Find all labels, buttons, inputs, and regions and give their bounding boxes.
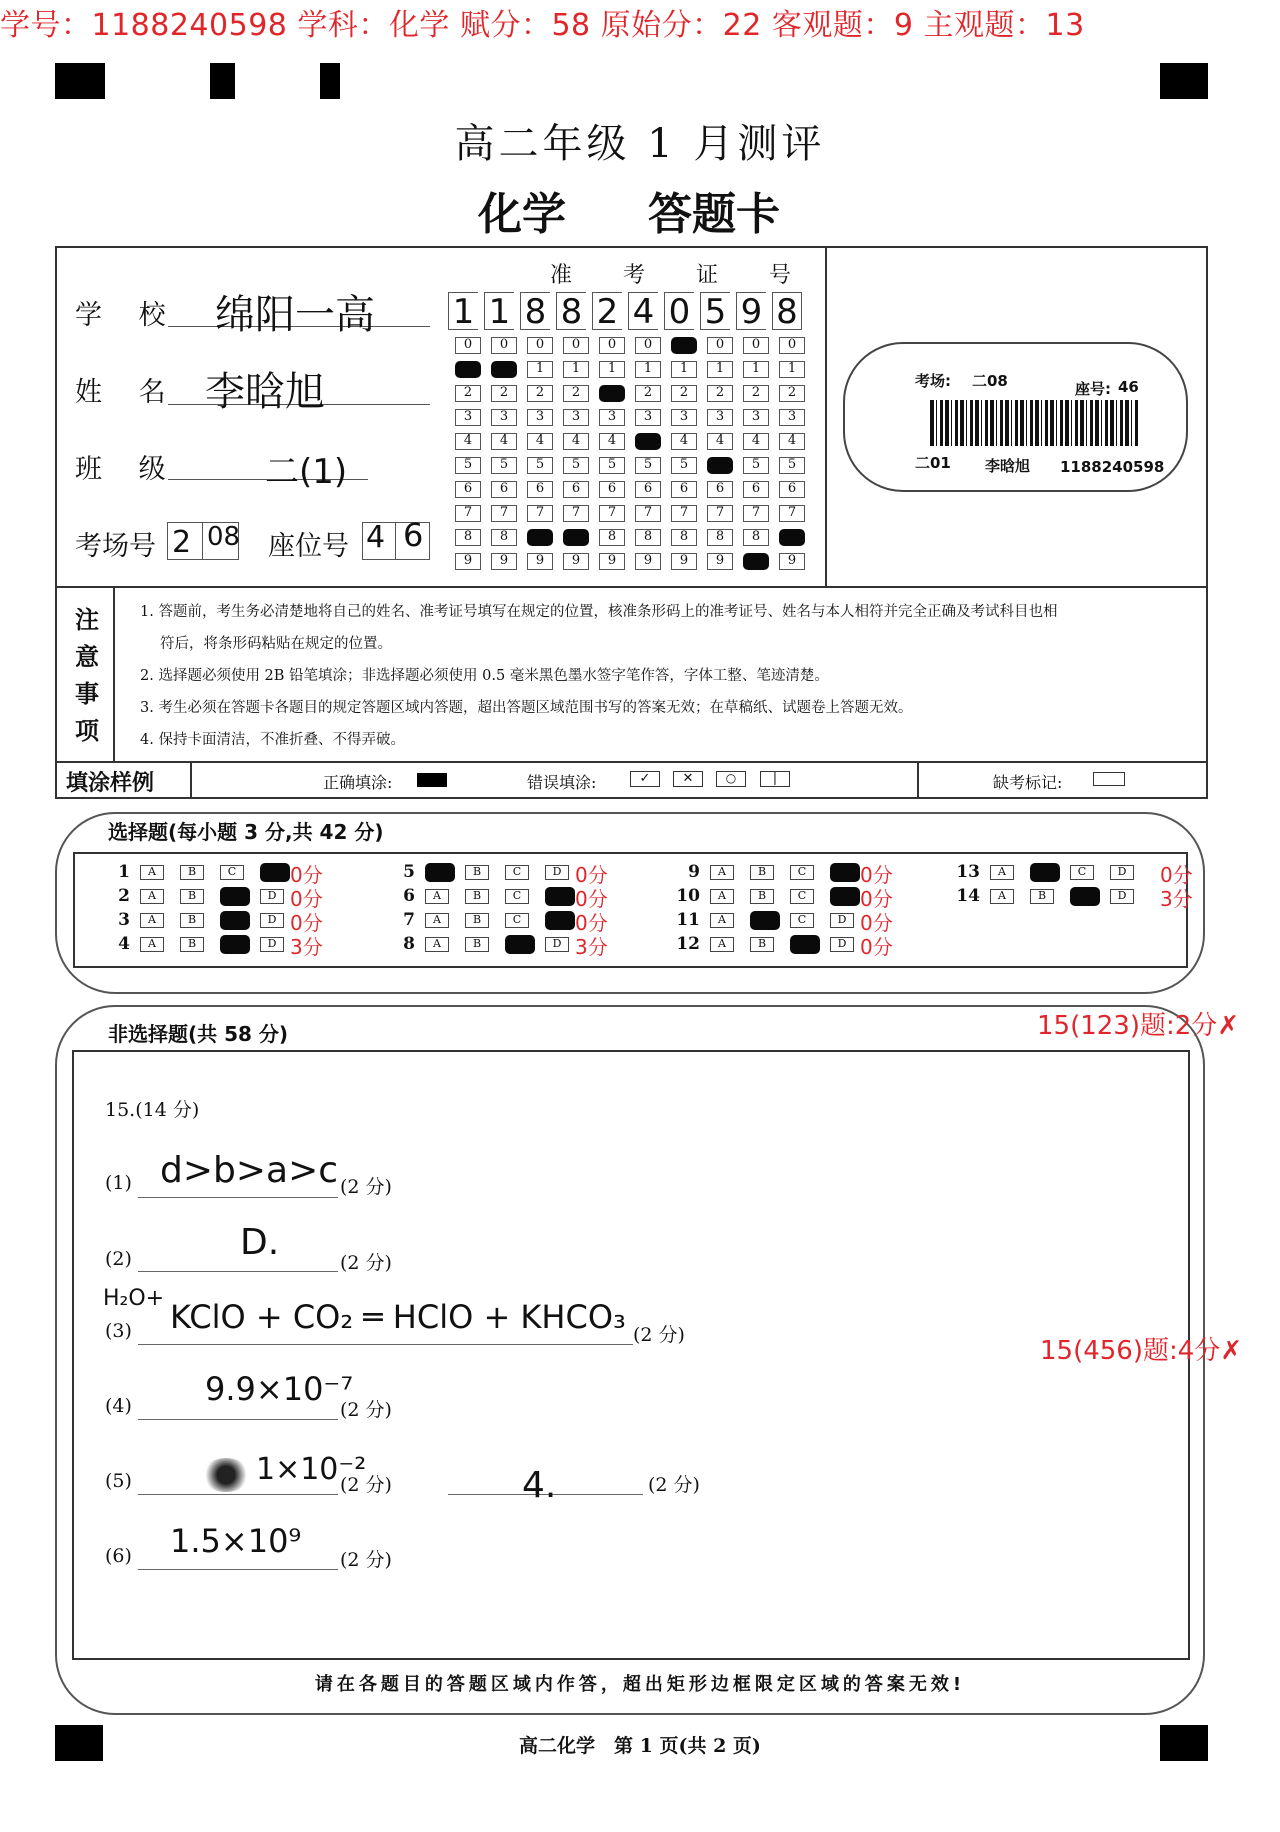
- exam-id-bubble[interactable]: 9: [491, 553, 517, 570]
- mc-option-b[interactable]: B: [180, 865, 204, 880]
- exam-id-bubble[interactable]: 6: [491, 481, 517, 498]
- exam-id-bubble[interactable]: 3: [743, 409, 769, 426]
- cross-mark-icon: ✗: [1217, 1011, 1240, 1041]
- question-15-header: 15.(14 分): [105, 1099, 200, 1121]
- part-label: (3): [105, 1320, 132, 1342]
- mc-option-c[interactable]: C: [505, 913, 529, 928]
- exam-id-bubble[interactable]: 3: [491, 409, 517, 426]
- mc-score: 0分: [575, 911, 608, 935]
- mc-option-a[interactable]: A: [990, 889, 1014, 904]
- exam-id-bubble[interactable]: 9: [455, 553, 481, 570]
- answer-field-2[interactable]: 4.: [522, 1465, 557, 1506]
- exam-id-bubble[interactable]: 2: [671, 385, 697, 402]
- mc-question-number: 6: [403, 886, 415, 906]
- mc-option-c[interactable]: C: [1070, 865, 1094, 880]
- mc-option-b[interactable]: B: [465, 913, 489, 928]
- exam-id-bubble[interactable]: 5: [455, 457, 481, 474]
- exam-id-bubble[interactable]: 5: [563, 457, 589, 474]
- exam-id-bubble[interactable]: 8: [743, 529, 769, 546]
- barcode-seat-label: 座号:: [1075, 380, 1111, 398]
- exam-id-bubble[interactable]: 7: [599, 505, 625, 522]
- exam-id-bubble[interactable]: 7: [671, 505, 697, 522]
- answer-field[interactable]: 1.5×10⁹: [170, 1522, 302, 1560]
- multiple-choice-box: [73, 852, 1188, 968]
- mc-score: 0分: [860, 935, 893, 959]
- exam-id-bubble[interactable]: 6: [671, 481, 697, 498]
- divider: [917, 762, 919, 799]
- exam-id-bubble[interactable]: [527, 529, 553, 546]
- exam-id-bubble[interactable]: 9: [563, 553, 589, 570]
- exam-id-bubble[interactable]: 2: [455, 385, 481, 402]
- exam-id-bubble[interactable]: 8: [635, 529, 661, 546]
- mc-question-number: 9: [688, 862, 700, 882]
- grade-tag-text: 15(456)题:4分: [1040, 1336, 1221, 1366]
- mc-option-c[interactable]: C: [790, 889, 814, 904]
- exam-id-bubble[interactable]: 1: [671, 361, 697, 378]
- exam-id-bubble[interactable]: 2: [635, 385, 661, 402]
- exam-id-bubble[interactable]: 9: [707, 553, 733, 570]
- mc-score: 0分: [290, 863, 323, 887]
- exam-id-bubble[interactable]: 5: [491, 457, 517, 474]
- exam-id-bubble[interactable]: 5: [635, 457, 661, 474]
- mc-option-c[interactable]: C: [220, 865, 244, 880]
- exam-id-bubble[interactable]: 4: [455, 433, 481, 450]
- mc-option-d[interactable]: D: [830, 937, 854, 952]
- timing-marker: [210, 63, 235, 99]
- answer-line: [138, 1418, 338, 1420]
- mc-question-number: 5: [403, 862, 415, 882]
- mc-option-b[interactable]: B: [180, 937, 204, 952]
- answer-field[interactable]: KClO + CO₂ ═ HClO + KHCO₃: [170, 1298, 626, 1336]
- seat-label: 座位号: [268, 531, 349, 562]
- points-label: (2 分): [340, 1252, 392, 1274]
- mc-score: 0分: [1160, 863, 1193, 887]
- fill-sample-title: 填涂样例: [66, 771, 155, 796]
- exam-id-bubble[interactable]: 2: [527, 385, 553, 402]
- exam-id-bubble[interactable]: 1: [779, 361, 805, 378]
- exam-id-bubble[interactable]: 8: [455, 529, 481, 546]
- exam-id-bubble[interactable]: 0: [563, 337, 589, 354]
- answer-line: [138, 1493, 338, 1495]
- mc-option-c[interactable]: C: [790, 913, 814, 928]
- mc-score: 0分: [575, 863, 608, 887]
- exam-id-digit[interactable]: 1: [448, 292, 478, 330]
- exam-id-bubble[interactable]: 6: [599, 481, 625, 498]
- exam-id-title: 准 考 证 号: [550, 263, 813, 288]
- barcode-id: 1188240598: [1060, 458, 1165, 476]
- answer-line: [138, 1270, 338, 1272]
- barcode-name: 李晗旭: [985, 457, 1031, 475]
- note-item: 2. 选择题必须使用 2B 铅笔填涂；非选择题必须使用 0.5 毫米黑色墨水签字笔作答，字体工整、笔迹清楚。: [140, 668, 829, 684]
- mc-option-c[interactable]: C: [790, 865, 814, 880]
- mc-question-number: 7: [403, 910, 415, 930]
- exam-id-digits: [448, 292, 808, 332]
- answer-line: [138, 1343, 633, 1345]
- points-label: (2 分): [340, 1474, 392, 1496]
- exam-id-bubble[interactable]: 9: [599, 553, 625, 570]
- mc-score: 0分: [575, 887, 608, 911]
- seat-field-2[interactable]: 6: [403, 516, 424, 554]
- exam-id-bubble[interactable]: 6: [563, 481, 589, 498]
- exam-id-bubble[interactable]: 9: [671, 553, 697, 570]
- exam-id-bubble[interactable]: 5: [671, 457, 697, 474]
- exam-id-bubble[interactable]: 6: [743, 481, 769, 498]
- absent-mark-label: 缺考标记:: [993, 773, 1063, 792]
- exam-id-bubble[interactable]: 0: [491, 337, 517, 354]
- mc-score: 3分: [290, 935, 323, 959]
- exam-id-bubble[interactable]: 3: [563, 409, 589, 426]
- mc-option-c[interactable]: C: [505, 889, 529, 904]
- mc-option-b[interactable]: B: [465, 865, 489, 880]
- mc-option-d[interactable]: D: [260, 937, 284, 952]
- exam-id-bubble[interactable]: 0: [743, 337, 769, 354]
- answer-area-warning: 请在各题目的答题区域内作答，超出矩形边框限定区域的答案无效!: [314, 1674, 966, 1695]
- score-header: 学号：1188240598 学科：化学 赋分：58 原始分：22 客观题：9 主观题：13: [0, 8, 1085, 43]
- grade-tag-15-456: [1040, 1330, 1242, 1367]
- exam-id-bubble[interactable]: 7: [707, 505, 733, 522]
- exam-id-bubble[interactable]: 2: [743, 385, 769, 402]
- exam-id-bubble[interactable]: 0: [599, 337, 625, 354]
- exam-id-bubble[interactable]: 3: [707, 409, 733, 426]
- notes-title-char: 项: [75, 717, 99, 745]
- part-label: (5): [105, 1470, 132, 1492]
- exam-id-digit[interactable]: 5: [700, 292, 730, 330]
- mc-option-d[interactable]: D: [830, 913, 854, 928]
- wrong-fill-check-icon: ✓: [630, 771, 660, 787]
- exam-id-bubble[interactable]: 9: [779, 553, 805, 570]
- mc-option-a[interactable]: A: [140, 889, 164, 904]
- exam-id-bubble[interactable]: 2: [779, 385, 805, 402]
- grade-tag-text: 15(123)题:2分: [1037, 1011, 1218, 1041]
- exam-id-bubble[interactable]: 4: [779, 433, 805, 450]
- exam-id-bubble[interactable]: 1: [743, 361, 769, 378]
- mc-option-d[interactable]: D: [260, 913, 284, 928]
- exam-id-bubble[interactable]: [599, 385, 625, 402]
- exam-id-bubble[interactable]: [455, 361, 481, 378]
- exam-id-bubble[interactable]: 1: [707, 361, 733, 378]
- exam-id-bubble[interactable]: [743, 553, 769, 570]
- mc-option-a[interactable]: A: [425, 913, 449, 928]
- part-label: (6): [105, 1545, 132, 1567]
- exam-id-bubble[interactable]: 1: [563, 361, 589, 378]
- mc-question-number: 10: [676, 886, 700, 906]
- exam-id-bubble[interactable]: 4: [599, 433, 625, 450]
- divider: [190, 762, 192, 799]
- exam-id-bubble[interactable]: 0: [455, 337, 481, 354]
- wrong-fill-label: 错误填涂:: [527, 773, 597, 792]
- part-label: (2): [105, 1248, 132, 1270]
- mc-option-a[interactable]: A: [710, 937, 734, 952]
- exam-id-bubble[interactable]: 9: [527, 553, 553, 570]
- exam-id-digit[interactable]: 8: [556, 292, 586, 330]
- room-field-1[interactable]: 2: [172, 525, 192, 560]
- answer-field[interactable]: 1×10⁻²: [256, 1452, 367, 1487]
- notes-title-char: 注: [75, 606, 99, 634]
- mc-option-b[interactable]: B: [750, 865, 774, 880]
- mc-option-a[interactable]: A: [710, 865, 734, 880]
- exam-id-bubble[interactable]: 9: [635, 553, 661, 570]
- mc-option-d[interactable]: D: [545, 865, 569, 880]
- mc-score: 0分: [860, 887, 893, 911]
- exam-id-bubble[interactable]: [491, 361, 517, 378]
- school-field[interactable]: 绵阳一高: [215, 292, 375, 338]
- exam-id-bubble[interactable]: 2: [491, 385, 517, 402]
- mc-score: 0分: [860, 911, 893, 935]
- exam-id-bubble[interactable]: 6: [779, 481, 805, 498]
- answer-field[interactable]: D.: [240, 1222, 280, 1263]
- exam-id-bubble[interactable]: 2: [563, 385, 589, 402]
- exam-id-bubble[interactable]: 4: [491, 433, 517, 450]
- grade-tag-15-123: [1037, 1005, 1239, 1042]
- mc-option-a[interactable]: A: [425, 889, 449, 904]
- timing-marker: [55, 63, 105, 99]
- exam-id-bubble[interactable]: 1: [599, 361, 625, 378]
- mc-question-number: 12: [676, 934, 700, 954]
- name-field[interactable]: 李晗旭: [205, 369, 325, 415]
- correct-fill-sample-icon: [417, 773, 447, 787]
- exam-id-bubble[interactable]: 3: [527, 409, 553, 426]
- part-label: (1): [105, 1172, 132, 1194]
- mc-option-b[interactable]: B: [465, 889, 489, 904]
- scribble-mark: [202, 1458, 250, 1492]
- exam-id-bubble[interactable]: 7: [635, 505, 661, 522]
- subject-title: 化学: [478, 189, 566, 240]
- exam-id-bubble[interactable]: 8: [707, 529, 733, 546]
- mc-option-c[interactable]: C: [505, 865, 529, 880]
- exam-id-bubble[interactable]: 7: [563, 505, 589, 522]
- answer-prefix[interactable]: H₂O+: [103, 1286, 165, 1311]
- exam-id-digit[interactable]: 2: [592, 292, 622, 330]
- answer-field[interactable]: 9.9×10⁻⁷: [205, 1370, 354, 1408]
- exam-id-digit[interactable]: 9: [736, 292, 766, 330]
- exam-id-bubble[interactable]: 5: [779, 457, 805, 474]
- mc-question-number: 11: [676, 910, 700, 930]
- mc-option-a[interactable]: A: [140, 913, 164, 928]
- note-item: 4. 保持卡面清洁，不准折叠、不得弄破。: [140, 732, 405, 748]
- exam-id-bubble[interactable]: 3: [635, 409, 661, 426]
- mc-option-d[interactable]: D: [1110, 865, 1134, 880]
- exam-id-bubble[interactable]: 1: [527, 361, 553, 378]
- answer-line: [138, 1568, 338, 1570]
- wrong-fill-line-icon: |: [760, 771, 790, 787]
- mc-option-d[interactable]: D: [260, 889, 284, 904]
- exam-id-bubble[interactable]: 4: [743, 433, 769, 450]
- mc-option-a[interactable]: A: [710, 913, 734, 928]
- exam-id-bubble[interactable]: [707, 457, 733, 474]
- room-field-2[interactable]: 08: [207, 522, 241, 552]
- barcode-room-label: 考场:: [915, 372, 951, 390]
- part-label: (4): [105, 1395, 132, 1417]
- wrong-fill-circle-icon: ○: [716, 771, 746, 787]
- exam-id-bubble[interactable]: 5: [599, 457, 625, 474]
- mc-option-b[interactable]: B: [1030, 889, 1054, 904]
- exam-id-bubble[interactable]: 7: [527, 505, 553, 522]
- mc-question-number: 3: [118, 910, 130, 930]
- mc-question-number: 13: [956, 862, 980, 882]
- exam-id-digit[interactable]: 8: [520, 292, 550, 330]
- seat-field-1[interactable]: 4: [366, 520, 386, 555]
- note-item: 1. 答题前，考生务必清楚地将自己的姓名、准考证号填写在规定的位置，核准条形码上的准考证号、姓名与本人相符并完全正确及考试科目也相: [140, 604, 1058, 620]
- points-label: (2 分): [340, 1399, 392, 1421]
- exam-id-digit[interactable]: 4: [628, 292, 658, 330]
- mc-question-number: 2: [118, 886, 130, 906]
- exam-id-bubble[interactable]: 6: [527, 481, 553, 498]
- mc-option-d[interactable]: D: [545, 937, 569, 952]
- exam-title: 高二年级 1 月测评: [454, 121, 826, 167]
- class-field[interactable]: 二(1): [265, 452, 348, 492]
- exam-id-bubble[interactable]: 1: [635, 361, 661, 378]
- answer-line: [138, 1196, 338, 1198]
- mc-option-a[interactable]: A: [140, 937, 164, 952]
- exam-id-bubble[interactable]: 5: [527, 457, 553, 474]
- exam-id-bubble[interactable]: 7: [779, 505, 805, 522]
- exam-id-bubble[interactable]: 6: [455, 481, 481, 498]
- mc-question-number: 14: [956, 886, 980, 906]
- barcode-seat-value: 46: [1118, 378, 1139, 396]
- points-label: (2 分): [340, 1176, 392, 1198]
- correct-fill-label: 正确填涂:: [323, 773, 393, 792]
- mc-score: 0分: [290, 887, 323, 911]
- timing-marker: [320, 63, 340, 99]
- school-label: 学 校: [75, 300, 180, 331]
- mc-option-b[interactable]: B: [180, 889, 204, 904]
- exam-id-bubble[interactable]: 8: [491, 529, 517, 546]
- exam-id-bubble[interactable]: 3: [779, 409, 805, 426]
- mc-option-a[interactable]: A: [140, 865, 164, 880]
- mc-option-b[interactable]: B: [750, 937, 774, 952]
- mc-score: 0分: [860, 863, 893, 887]
- mc-score: 3分: [575, 935, 608, 959]
- mc-option-b[interactable]: B: [750, 889, 774, 904]
- exam-id-bubble-grid: [455, 337, 815, 577]
- exam-id-bubble[interactable]: 6: [635, 481, 661, 498]
- exam-id-bubble[interactable]: 5: [743, 457, 769, 474]
- timing-marker: [1160, 63, 1208, 99]
- barcode-room-value: 二08: [972, 372, 1008, 390]
- mc-option-a[interactable]: A: [425, 937, 449, 952]
- points-label: (2 分): [633, 1324, 685, 1346]
- points-label: (2 分): [340, 1549, 392, 1571]
- exam-id-bubble[interactable]: 4: [707, 433, 733, 450]
- exam-id-bubble[interactable]: 7: [455, 505, 481, 522]
- exam-id-digit[interactable]: 0: [664, 292, 694, 330]
- page-footer: 高二化学 第 1 页(共 2 页): [519, 1735, 761, 1757]
- barcode-icon: [930, 400, 1138, 446]
- note-item: 3. 考生必须在答题卡各题目的规定答题区域内答题，超出答题区域范围书写的答案无效；在草稿纸、试题卷上答题无效。: [140, 700, 913, 716]
- exam-id-bubble[interactable]: 7: [491, 505, 517, 522]
- absent-mark-checkbox[interactable]: [1093, 772, 1125, 786]
- exam-id-bubble[interactable]: 0: [707, 337, 733, 354]
- notes-title-char: 意: [75, 643, 99, 671]
- exam-id-bubble[interactable]: 4: [671, 433, 697, 450]
- mc-option-a[interactable]: A: [710, 889, 734, 904]
- multiple-choice-title: 选择题(每小题 3 分,共 42 分): [108, 820, 384, 844]
- exam-id-bubble[interactable]: [563, 529, 589, 546]
- exam-id-bubble[interactable]: 3: [671, 409, 697, 426]
- exam-id-bubble[interactable]: 3: [599, 409, 625, 426]
- wrong-fill-cross-icon: ✕: [673, 771, 703, 787]
- points-label: (2 分): [648, 1474, 700, 1496]
- exam-id-bubble[interactable]: 8: [671, 529, 697, 546]
- room-label: 考场号: [75, 531, 156, 562]
- exam-id-bubble[interactable]: 0: [779, 337, 805, 354]
- mc-option-b[interactable]: B: [465, 937, 489, 952]
- mc-option-b[interactable]: B: [180, 913, 204, 928]
- answer-field[interactable]: d>b>a>c: [160, 1150, 339, 1191]
- note-item: 符后，将条形码粘贴在规定的位置。: [160, 636, 392, 652]
- exam-id-bubble[interactable]: [779, 529, 805, 546]
- exam-id-bubble[interactable]: 0: [635, 337, 661, 354]
- exam-id-bubble[interactable]: [635, 433, 661, 450]
- divider: [825, 246, 827, 588]
- mc-option-d[interactable]: D: [1110, 889, 1134, 904]
- mc-score: 3分: [1160, 887, 1193, 911]
- exam-id-bubble[interactable]: 4: [563, 433, 589, 450]
- exam-id-bubble[interactable]: 2: [707, 385, 733, 402]
- exam-id-bubble[interactable]: 3: [455, 409, 481, 426]
- exam-id-bubble[interactable]: 8: [599, 529, 625, 546]
- class-label: 班 级: [75, 454, 180, 485]
- mc-score: 0分: [290, 911, 323, 935]
- barcode-class-code: 二01: [915, 454, 951, 472]
- exam-id-bubble[interactable]: 4: [527, 433, 553, 450]
- cross-mark-icon: ✗: [1220, 1336, 1243, 1366]
- exam-id-bubble[interactable]: 7: [743, 505, 769, 522]
- notes-title-char: 事: [75, 680, 99, 708]
- mc-option-a[interactable]: A: [990, 865, 1014, 880]
- exam-id-bubble[interactable]: 0: [527, 337, 553, 354]
- name-label: 姓 名: [75, 377, 180, 408]
- mc-question-number: 4: [118, 934, 130, 954]
- mc-question-number: 1: [118, 862, 130, 882]
- card-title: 答题卡: [648, 189, 780, 240]
- exam-id-bubble[interactable]: [671, 337, 697, 354]
- exam-id-bubble[interactable]: 6: [707, 481, 733, 498]
- free-response-title: 非选择题(共 58 分): [108, 1022, 289, 1046]
- mc-question-number: 8: [403, 934, 415, 954]
- exam-id-digit[interactable]: 8: [772, 292, 802, 330]
- exam-id-digit[interactable]: 1: [484, 292, 514, 330]
